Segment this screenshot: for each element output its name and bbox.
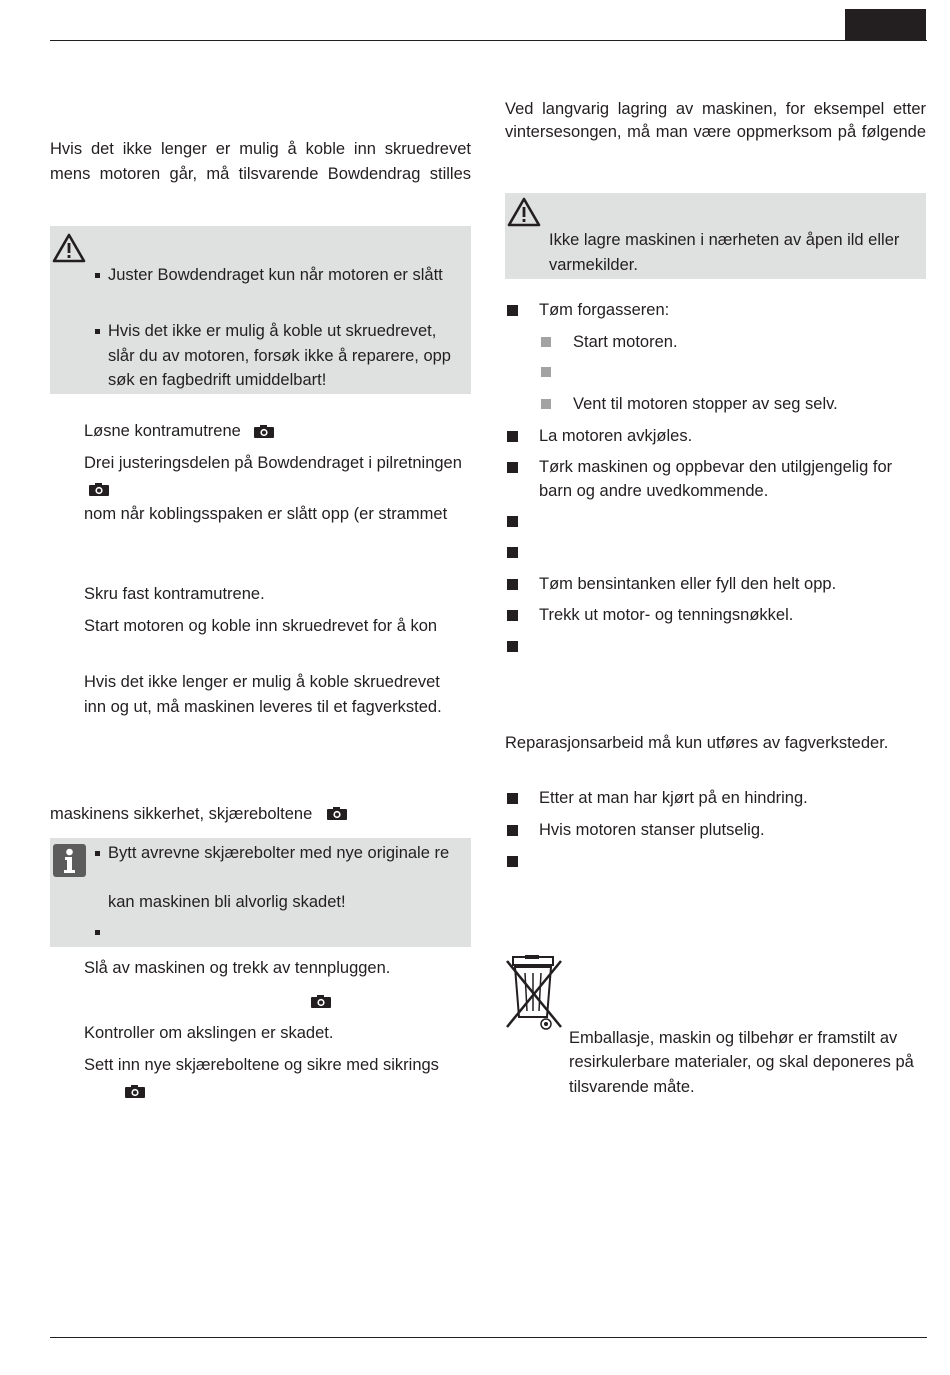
step-check-shaft: Kontroller om akslingen er skadet. xyxy=(84,1024,334,1042)
list-bullet xyxy=(507,431,518,442)
warning-item-2-line-3: søk en fagbedrift umiddelbart! xyxy=(108,371,327,389)
disposal-line-2: resirkulerbare materialer, og skal deponeres på xyxy=(569,1053,914,1071)
repair-item-obstacle: Etter at man har kjørt på en hindring. xyxy=(539,789,808,807)
disposal-line-3: tilsvarende måte. xyxy=(569,1078,695,1096)
storage-warning-line-1: Ikke lagre maskinen i nærheten av åpen ild eller xyxy=(549,231,900,249)
step-turn-cont: nom når koblingsspaken er slått opp (er strammet xyxy=(84,505,448,523)
step-tighten: Skru fast kontramutrene. xyxy=(84,585,265,603)
list-bullet xyxy=(507,547,518,558)
info-line-2: kan maskinen bli alvorlig skadet! xyxy=(108,893,346,911)
warning-box xyxy=(50,226,471,394)
sub-item-start: Start motoren. xyxy=(573,333,678,351)
list-item-clean-line-1: Tørk maskinen og oppbevar den utilgjengelig for xyxy=(539,458,893,476)
list-item-clean-line-2: barn og andre uvedkommende. xyxy=(539,482,769,500)
step-note-line-1: Hvis det ikke lenger er mulig å koble skruedrevet xyxy=(84,673,440,691)
camera-icon xyxy=(311,995,331,1008)
list-bullet xyxy=(507,793,518,804)
step-note-line-2: inn og ut, må maskinen leveres til et fagverksted. xyxy=(84,698,442,716)
warning-triangle-icon xyxy=(52,233,86,263)
list-bullet xyxy=(507,610,518,621)
sub-bullet xyxy=(541,399,551,409)
page-tab xyxy=(845,9,926,40)
bullet xyxy=(95,273,100,278)
info-line-1: Bytt avrevne skjærebolter med nye originale re xyxy=(108,844,450,862)
left-intro-line-1: Hvis det ikke lenger er mulig å koble inn skruedrevet xyxy=(50,140,471,158)
list-bullet xyxy=(507,579,518,590)
list-item-fuel: Tøm bensintanken eller fyll den helt opp. xyxy=(539,575,837,593)
warning-item-2-line-2: slår du av motoren, forsøk ikke å reparere, opp xyxy=(108,347,451,365)
list-bullet xyxy=(507,856,518,867)
sub-item-wait: Vent til motoren stopper av seg selv. xyxy=(573,395,838,413)
camera-icon xyxy=(327,807,347,820)
step-turn: Drei justeringsdelen på Bowdendraget i pilretningen xyxy=(84,454,462,472)
list-bullet xyxy=(507,305,518,316)
list-item-carburettor: Tøm forgasseren: xyxy=(539,301,670,319)
left-intro-line-2: mens motoren går, må tilsvarende Bowdendrag stilles xyxy=(50,165,471,183)
list-bullet xyxy=(507,462,518,473)
bullet xyxy=(95,851,100,856)
crossed-out-bin-icon xyxy=(503,955,565,1031)
info-icon xyxy=(53,844,86,877)
storage-warning-line-2: varmekilder. xyxy=(549,256,638,274)
sub-bullet xyxy=(541,337,551,347)
shear-bolts-text: maskinens sikkerhet, skjæreboltene xyxy=(50,805,313,823)
footer-rule xyxy=(50,1337,927,1338)
repair-text: Reparasjonsarbeid må kun utføres av fagverksteder. xyxy=(505,734,889,752)
bullet xyxy=(95,329,100,334)
right-intro-line-2: vintersesongen, må man være oppmerksom på følgende xyxy=(505,123,926,141)
step-switch-off: Slå av maskinen og trekk av tennpluggen. xyxy=(84,959,391,977)
list-bullet xyxy=(507,641,518,652)
camera-icon xyxy=(89,483,109,496)
disposal-line-1: Emballasje, maskin og tilbehør er framstilt av xyxy=(569,1029,898,1047)
list-bullet xyxy=(507,516,518,527)
bullet xyxy=(95,930,100,935)
list-item-cool: La motoren avkjøles. xyxy=(539,427,693,445)
step-loosen: Løsne kontramutrene xyxy=(84,422,241,440)
repair-item-stall: Hvis motoren stanser plutselig. xyxy=(539,821,765,839)
header-rule xyxy=(50,40,927,41)
storage-warning-box xyxy=(505,193,926,279)
sub-bullet xyxy=(541,367,551,377)
camera-icon xyxy=(125,1085,145,1098)
warning-triangle-icon xyxy=(507,197,541,227)
right-intro-line-1: Ved langvarig lagring av maskinen, for eksempel etter xyxy=(505,100,926,118)
step-insert-bolts: Sett inn nye skjæreboltene og sikre med sikrings xyxy=(84,1056,439,1074)
warning-item-1: Juster Bowdendraget kun når motoren er slått xyxy=(108,266,443,284)
camera-icon xyxy=(254,425,274,438)
step-start: Start motoren og koble inn skruedrevet for å kon xyxy=(84,617,438,635)
warning-item-2-line-1: Hvis det ikke er mulig å koble ut skruedrevet, xyxy=(108,322,437,340)
list-bullet xyxy=(507,825,518,836)
list-item-key: Trekk ut motor- og tenningsnøkkel. xyxy=(539,606,794,624)
info-box xyxy=(50,838,471,947)
